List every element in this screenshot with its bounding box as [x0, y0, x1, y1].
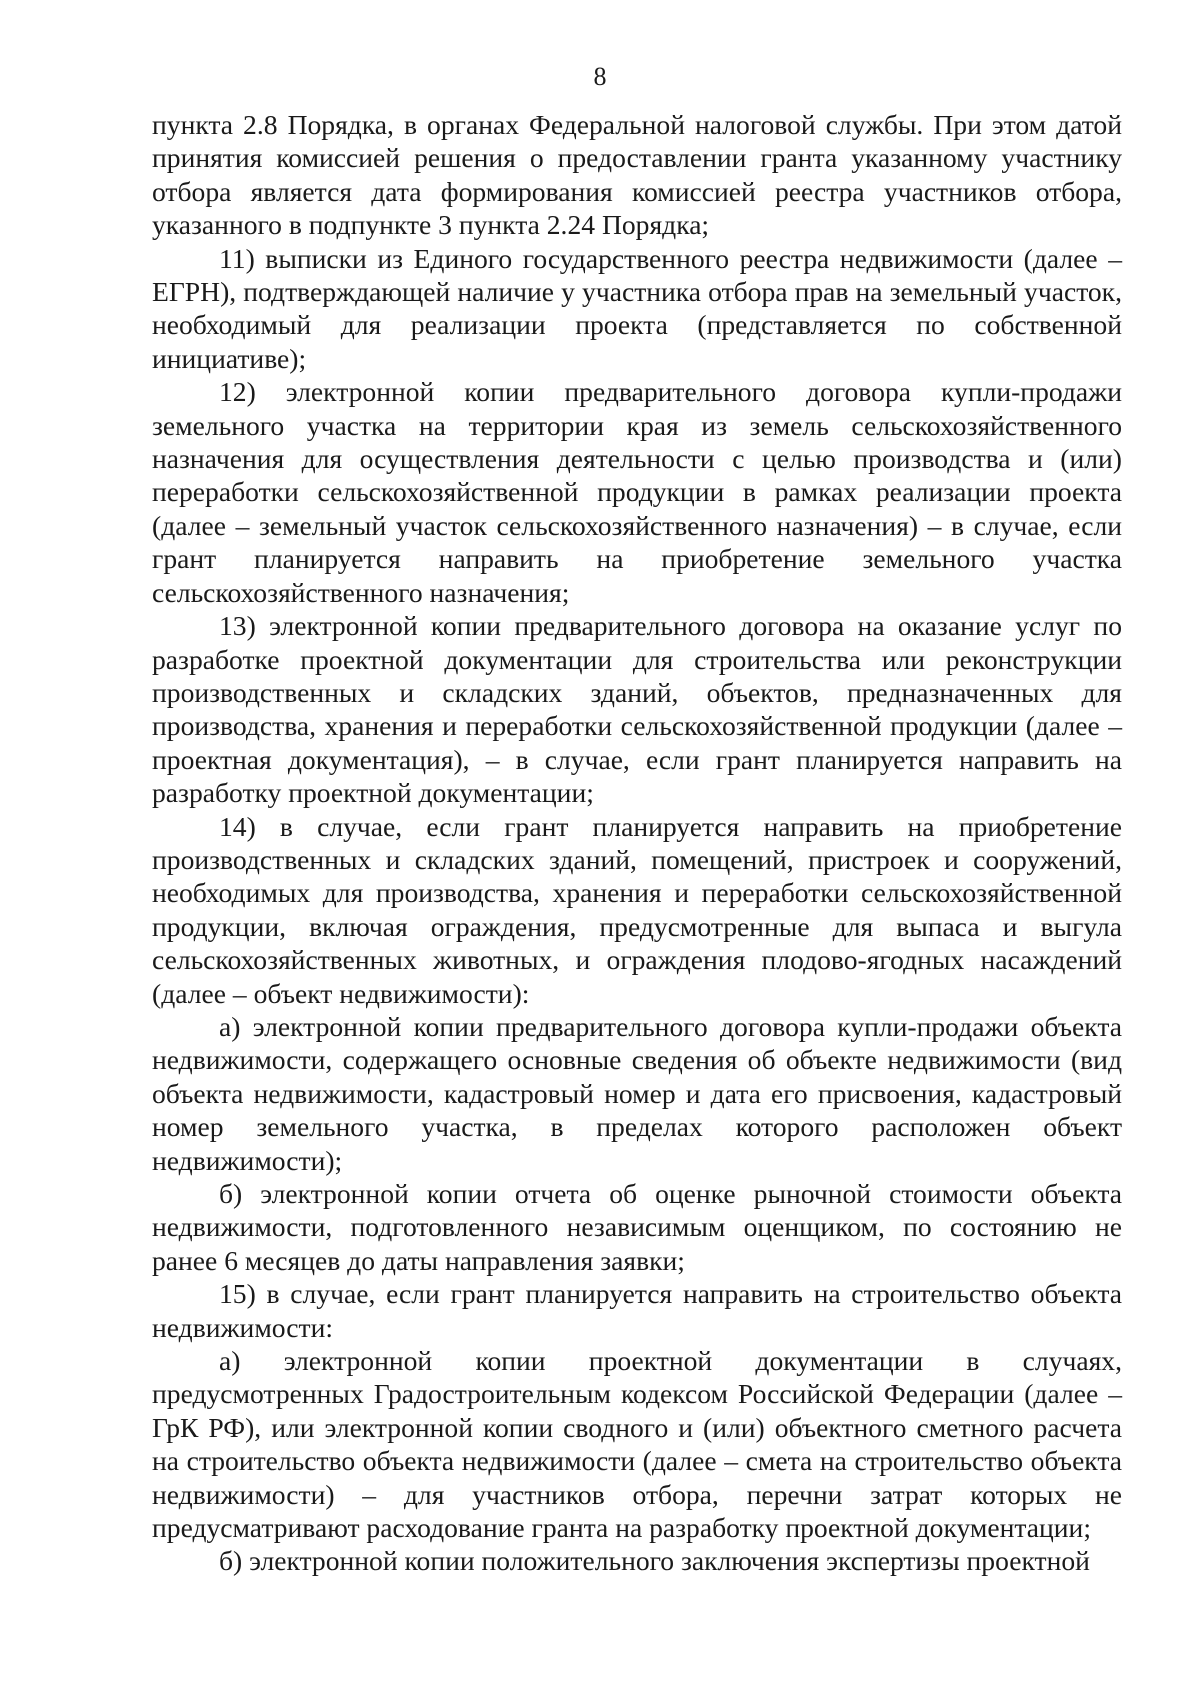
paragraph-item-15a: а) электронной копии проектной документации в случаях, предусмотренных Градостроительным кодексом Российской Федерации (далее – ГрК РФ), или электронной копии сводного и (или) объектного сметного расчета на строительство объекта недвижимости (далее – смета на строительство объекта недвижимости) – для участников отбора, перечни затрат которых не предусматривают расходование гранта на разработку проектной документации;	[152, 1345, 1122, 1544]
document-body	[152, 108, 1122, 1578]
paragraph-item-11: 11) выписки из Единого государственного реестра недвижимости (далее – ЕГРН), подтверждающей наличие у участника отбора прав на земельный участок, необходимый для реализации проекта (представляется по собственной инициативе);	[152, 242, 1122, 374]
paragraph-item-15: 15) в случае, если грант планируется направить на строительство объекта недвижимости:	[152, 1278, 1122, 1343]
paragraph-item-14b: б) электронной копии отчета об оценке рыночной стоимости объекта недвижимости, подготовленного независимым оценщиком, по состоянию не ранее 6 месяцев до даты направления заявки;	[152, 1178, 1122, 1276]
paragraph-continuation: пункта 2.8 Порядка, в органах Федеральной налоговой службы. При этом датой принятия комиссией решения о предоставлении гранта указанному участнику отбора является дата формирования комиссией реестра участников отбора, указанного в подпункте 3 пункта 2.24 Порядка;	[152, 109, 1122, 241]
paragraph-item-13: 13) электронной копии предварительного договора на оказание услуг по разработке проектной документации для строительства или реконструкции производственных и складских зданий, объектов, предназначенных для производства, хранения и переработки сельскохозяйственной продукции (далее – проектная документация), – в случае, если грант планируется направить на разработку проектной документации;	[152, 610, 1122, 809]
paragraph-item-14: 14) в случае, если грант планируется направить на приобретение производственных и складских зданий, помещений, пристроек и сооружений, необходимых для производства, хранения и переработки сельскохозяйственной продукции, включая ограждения, предусмотренные для выпаса и выгула сельскохозяйственных животных, и ограждения плодово-ягодных насаждений (далее – объект недвижимости):	[152, 810, 1122, 1009]
paragraph-item-15b: б) электронной копии положительного заключения экспертизы проектной	[219, 1545, 1090, 1577]
paragraph-item-12: 12) электронной копии предварительного договора купли-продажи земельного участка на территории края из земель сельскохозяйственного назначения для осуществления деятельности с целью производства и (или) переработки сельскохозяйственной продукции в рамках реализации проекта (далее – земельный участок сельскохозяйственного назначения) – в случае, если грант планируется направить на приобретение земельного участка сельскохозяйственного назначения;	[152, 376, 1122, 608]
page-number: 8	[593, 62, 607, 91]
paragraph-item-14a: а) электронной копии предварительного договора купли-продажи объекта недвижимости, содержащего основные сведения об объекте недвижимости (вид объекта недвижимости, кадастровый номер и дата его присвоения, кадастровый номер земельного участка, в пределах которого расположен объект недвижимости);	[152, 1010, 1122, 1176]
